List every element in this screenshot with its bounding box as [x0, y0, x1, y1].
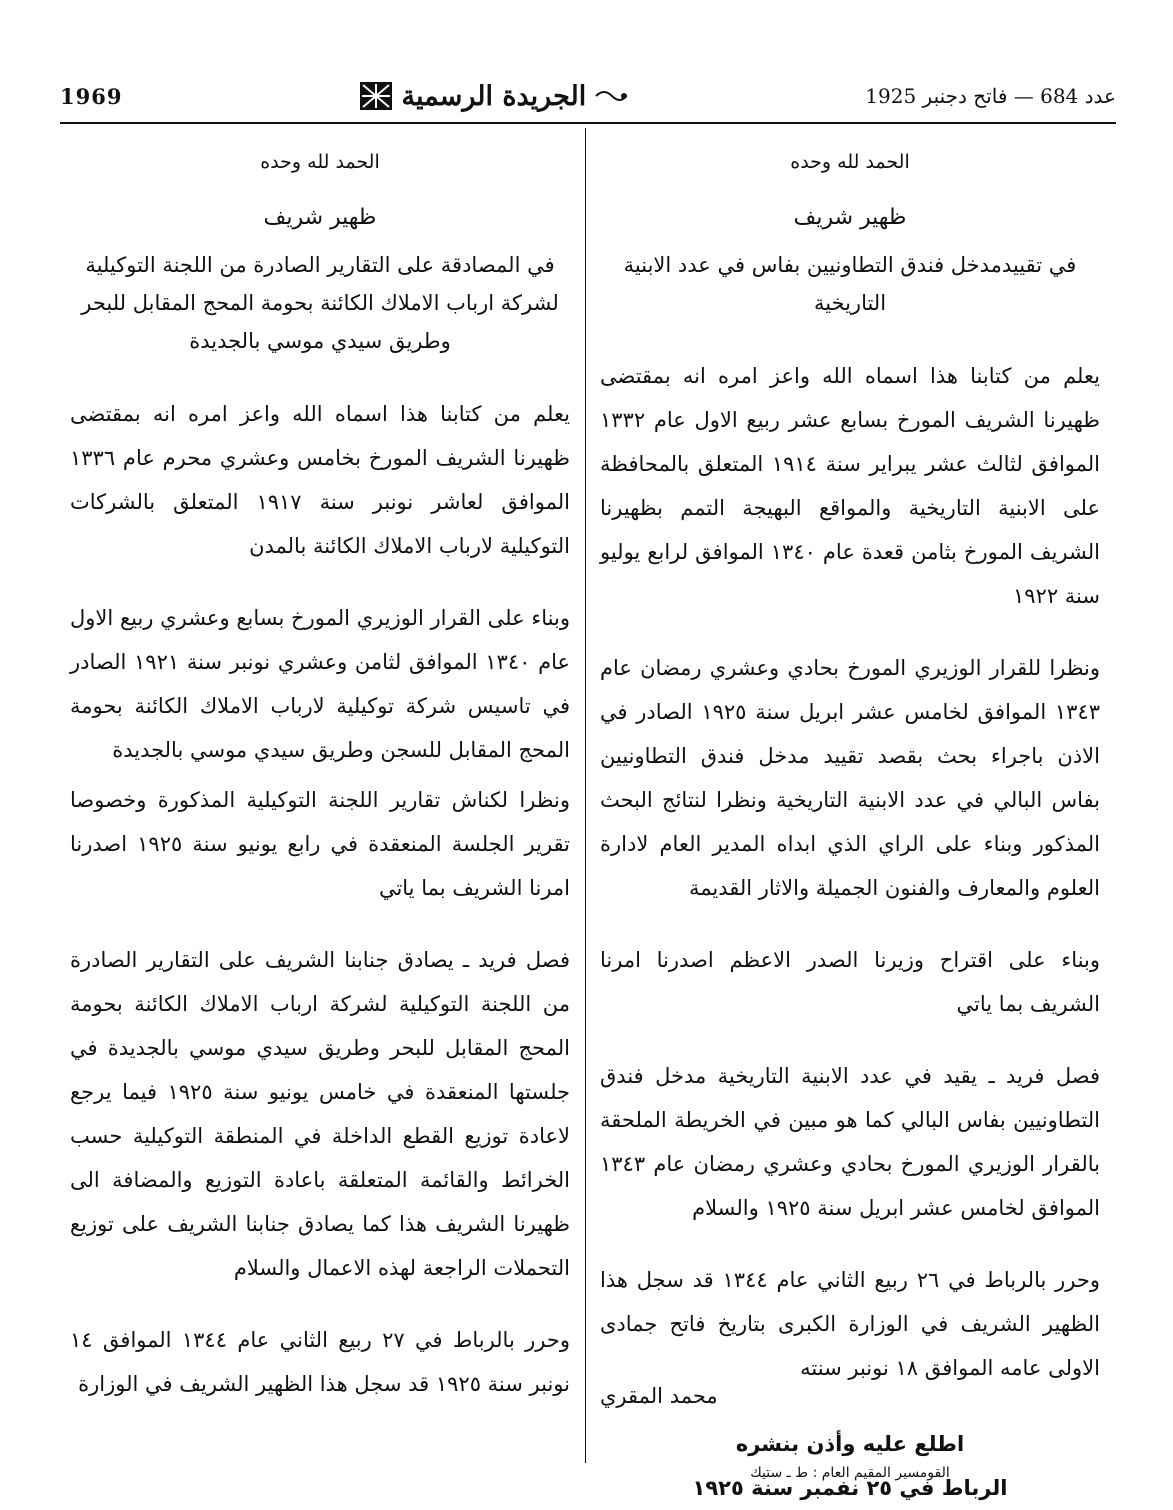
page-number: 1969 [60, 83, 123, 109]
approval-line: اطلع عليه وأذن بنشره [735, 1432, 965, 1456]
page-header [60, 70, 1116, 122]
approval-date: الرباط في ٢٥ نفمبر سنة ١٩٢٥ [692, 1476, 1008, 1500]
hamd-heading: الحمد لله وحده [790, 151, 910, 173]
dahir-subject: في المصادقة على التقارير الصادرة من اللجنة التوكيلية لشركة ارباب الاملاك الكائنة بحومة المحج المقابل للبحر وطريق سيدي موسي بالجديدة [81, 253, 559, 353]
paragraph-decree: وبناء على اقتراح وزيرنا الصدر الاعظم اصدرنا امرنا الشريف بما ياتي [600, 948, 1100, 1016]
dahir-heading: ظهير شريف [793, 205, 907, 230]
gazette-title: الجريدة الرسمية [401, 80, 587, 112]
paragraph-article: فصل فريد ـ يقيد في عدد الابنية التاريخية مدخل فندق التطاونيين بفاس البالي كما هو مبين في الخريطة الملحقة بالقرار الوزيري المورخ بحادي وعشري رمضان عام ١٣٤٣ الموافق لخامس عشر ابريل سنة ١٩٢٥ والسلام [600, 1064, 1100, 1220]
resident-general-note: القومسير المقيم العام : ط ـ ستيك [750, 1465, 950, 1481]
emblem-icon [359, 81, 393, 111]
header-rule [60, 122, 1116, 124]
column-divider [585, 128, 586, 1463]
masthead [359, 81, 628, 112]
paragraph-preamble: يعلم من كتابنا هذا اسماه الله واعز امره انه بمقتضى ظهيرنا الشريف المورخ بسابع عشر ربيع الاول عام ١٣٣٢ الموافق لثالث عشر يبراير سنة ١٩١٤ المتعلق بالمحافظة على الابنية التاريخية والمواقع البهيجة التمم بظهيرنا الشريف المورخ بثامن قعدة عام ١٣٤٠ الموافق لرابع يوليو سنة ١٩٢٢ [600, 364, 1100, 608]
dahir-subject: في تقييدمدخل فندق التطاونيين بفاس في عدد الابنية التاريخية [623, 253, 1077, 315]
left-column [70, 140, 570, 1434]
paragraph-preamble: يعلم من كتابنا هذا اسماه الله واعز امره انه بمقتضى ظهيرنا الشريف المورخ بخامس وعشري محرم عام ١٣٣٦ الموافق لعاشر نونبر سنة ١٩١٧ المتعلق بالشركات التوكيلية لارباب الاملاك الكائنة بالمدن [70, 402, 570, 558]
paragraph-considering: وبناء على القرار الوزيري المورخ بسابع وعشري ربيع الاول عام ١٣٤٠ الموافق لثامن وعشري نونبر سنة ١٩٢١ الصادر في تاسيس شركة توكيلية لارباب الاملاك الكائنة بحومة المحج المقابل للسجن وطريق سيدي موسي بالجديدة [70, 606, 570, 762]
paragraph-decree: ونظرا لكناش تقارير اللجنة التوكيلية المذكورة وخصوصا تقرير الجلسة المنعقدة في رابع يونيو سنة ١٩٢٥ اصدرنا امرنا الشريف بما ياتي [70, 788, 571, 900]
paragraph-registration: وحرر بالرباط في ٢٧ ربيع الثاني عام ١٣٤٤ الموافق ١٤ نونبر سنة ١٩٢٥ قد سجل هذا الظهير الشريف في الوزارة [70, 1328, 570, 1396]
paragraph-registration: وحرر بالرباط في ٢٦ ربيع الثاني عام ١٣٤٤ قد سجل هذا الظهير الشريف في الوزارة الكبرى بتاريخ فاتح جمادى الاولى عامه الموافق ١٨ نونبر سنته [600, 1268, 1101, 1380]
signatory: محمد المقري [600, 1384, 718, 1408]
right-column [600, 140, 1100, 1510]
ornament-icon [594, 87, 628, 105]
hamd-heading: الحمد لله وحده [260, 151, 380, 173]
paragraph-considering: ونظرا للقرار الوزيري المورخ بحادي وعشري رمضان عام ١٣٤٣ الموافق لخامس عشر ابريل سنة ١٩٢٥ الصادر في الاذن باجراء بحث بقصد تقييد مدخل فندق التطاونيين بفاس البالي في عدد الابنية التاريخية ونظرا لنتائج البحث المذكور وبناء على الراي الذي ابداه المدير العام لادارة العلوم والمعارف والفنون الجميلة والاثار القديمة [600, 656, 1101, 900]
issue-info: عدد 684 — فاتح دجنبر 1925 [865, 84, 1116, 108]
dahir-heading: ظهير شريف [263, 205, 377, 230]
paragraph-article: فصل فريد ـ يصادق جنابنا الشريف على التقارير الصادرة من اللجنة التوكيلية لشركة ارباب الاملاك الكائنة بحومة المحج المقابل للبحر وطريق سيدي موسي بالجديدة في جلستها المنعقدة في خامس يونيو سنة ١٩٢٥ فيما يرجع لاعادة توزيع القطع الداخلة في المنطقة التوكيلية حسب الخرائط والقائمة المتعلقة باعادة التوزيع والمضافة الى ظهيرنا الشريف هذا كما يصادق جنابنا الشريف على توزيع التحملات الراجعة لهذه الاعمال والسلام [70, 948, 571, 1280]
